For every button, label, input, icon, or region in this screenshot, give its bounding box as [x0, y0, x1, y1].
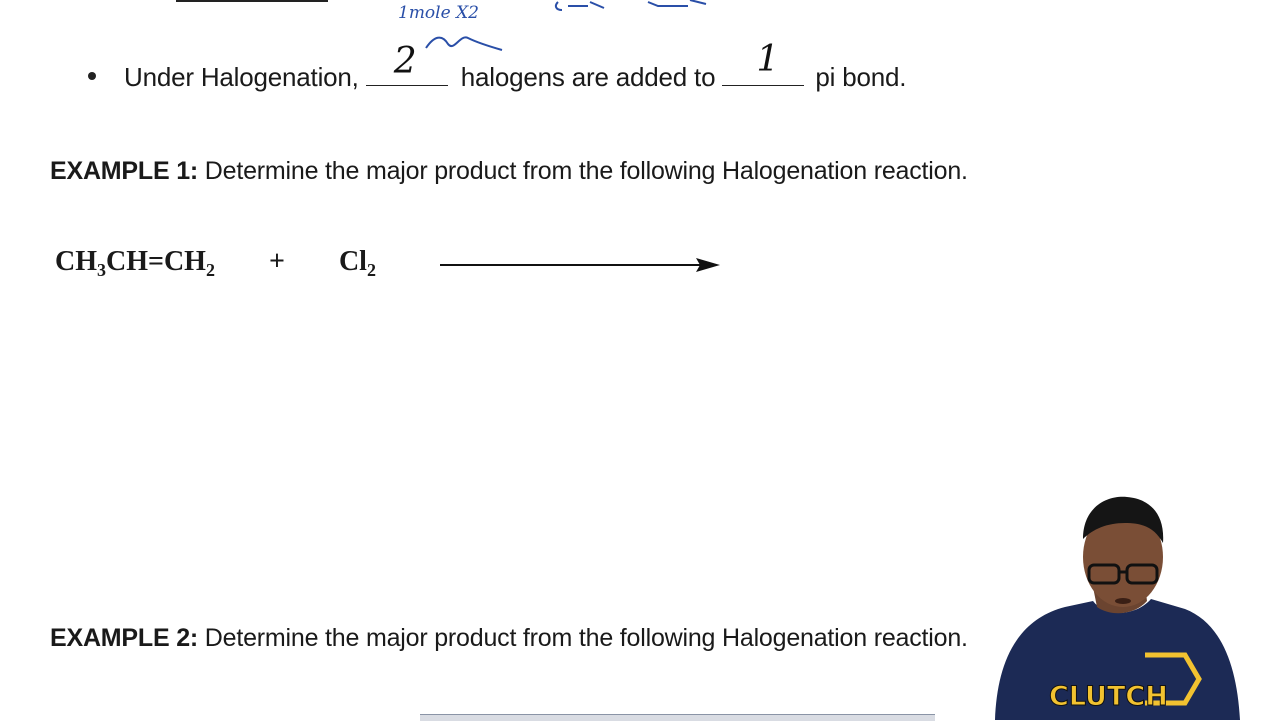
presenter-video	[985, 495, 1245, 720]
example-2-text: Determine the major product from the following Halogenation reaction.	[204, 624, 968, 652]
example-1-text: Determine the major product from the following Halogenation reaction.	[204, 157, 968, 185]
example-1-label: EXAMPLE 1:	[50, 157, 199, 185]
example-2-label: EXAMPLE 2:	[50, 624, 199, 652]
shirt-logo-text: CLUTCH	[1049, 681, 1168, 712]
reaction-arrow	[438, 255, 723, 275]
bullet-point	[88, 39, 907, 93]
note-1mole: 1mole X2	[398, 3, 479, 23]
reactant-b: $Cl_2$	[338, 246, 376, 280]
bullet-dot	[88, 72, 96, 80]
handwritten-answer-1: 2	[393, 41, 417, 82]
handwritten-annotations	[390, 0, 730, 60]
blank-2	[722, 39, 804, 86]
example-1-heading	[50, 157, 968, 186]
squiggle-mark	[426, 37, 502, 50]
bullet-text-2: halogens are added to	[460, 62, 716, 92]
plus-sign: +	[268, 246, 285, 277]
bullet-text-3: pi bond.	[815, 62, 907, 92]
reaction-1	[55, 246, 376, 281]
blank-1	[366, 41, 448, 86]
top-underline	[176, 0, 328, 2]
reactant-a: $CH_3CH=CH_2$	[55, 246, 215, 280]
partial-note-marks	[556, 0, 706, 10]
bullet-text-1: Under Halogenation,	[124, 62, 359, 92]
handwritten-answer-2: 1	[756, 39, 780, 80]
example-2-heading	[50, 624, 968, 653]
